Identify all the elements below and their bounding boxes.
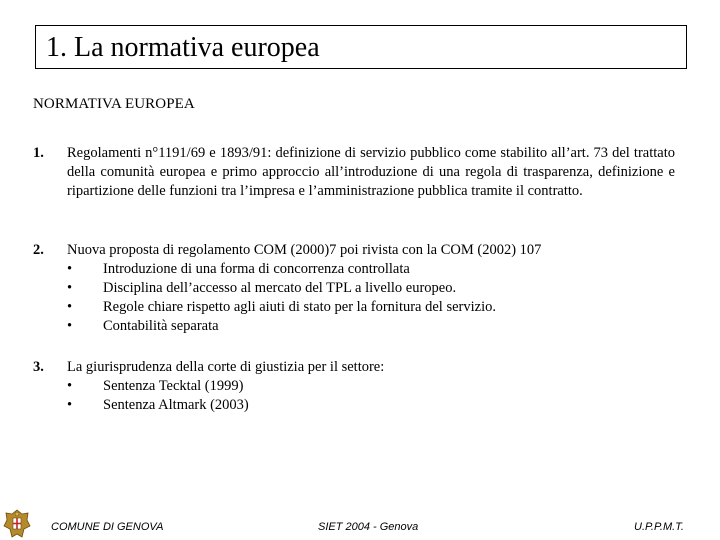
list-item-1 xyxy=(33,144,683,224)
bullet-item: • Sentenza Altmark (2003) xyxy=(67,397,249,413)
list-item-2 xyxy=(33,241,683,341)
slide-title: 1. La normativa europea xyxy=(46,32,320,63)
item-text: Regolamenti n°1191/69 e 1893/91: definizione di servizio pubblico come stabilito all’art. 73 del trattato della comunità europea e primo approccio all’introduzione di una regola di trasparenza, definizione e ripartizione delle funzioni tra l’impresa e l’amministrazione pubblica tramite il contratto. xyxy=(67,145,675,199)
bullet-icon: • xyxy=(67,397,73,413)
section-heading: NORMATIVA EUROPEA xyxy=(33,96,195,112)
footer-left: COMUNE DI GENOVA xyxy=(51,521,164,533)
bullet-icon: • xyxy=(67,299,73,315)
bullet-list xyxy=(67,260,675,336)
item-number: 1. xyxy=(33,145,44,161)
footer-right: U.P.P.M.T. xyxy=(634,521,684,533)
bullet-item: • Sentenza Tecktal (1999) xyxy=(67,378,244,394)
bullet-item: • Disciplina dell’accesso al mercato del TPL a livello europeo. xyxy=(67,280,457,296)
bullet-item: • Introduzione di una forma di concorrenza controllata xyxy=(67,261,410,277)
item-number: 2. xyxy=(33,242,44,258)
bullet-list xyxy=(67,377,675,415)
item-number: 3. xyxy=(33,359,44,375)
bullet-icon: • xyxy=(67,378,73,394)
item-text: Nuova proposta di regolamento COM (2000)7 poi rivista con la COM (2002) 107 xyxy=(67,242,542,258)
footer-center: SIET 2004 - Genova xyxy=(318,521,419,533)
item-text: La giurisprudenza della corte di giustizia per il settore: xyxy=(67,359,385,375)
bullet-icon: • xyxy=(67,261,73,277)
bullet-icon: • xyxy=(67,280,73,296)
bullet-item: • Contabilità separata xyxy=(67,318,219,334)
city-crest-icon xyxy=(2,508,32,540)
bullet-icon: • xyxy=(67,318,73,334)
title-box xyxy=(35,25,687,69)
list-item-3 xyxy=(33,358,683,418)
bullet-item: • Regole chiare rispetto agli aiuti di stato per la fornitura del servizio. xyxy=(67,299,496,315)
